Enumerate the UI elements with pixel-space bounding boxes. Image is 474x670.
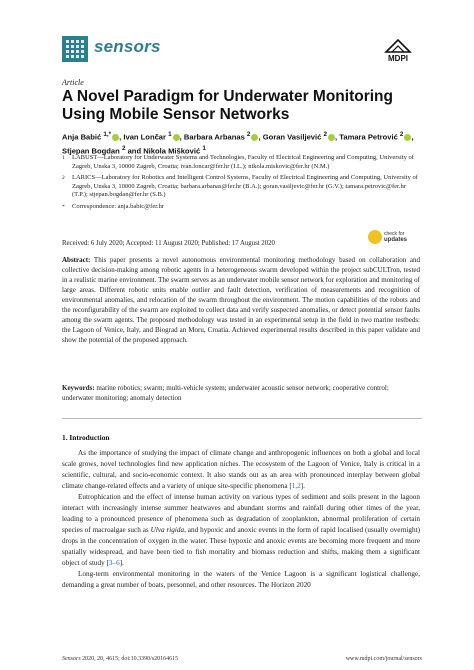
paper-title: A Novel Paradigm for Underwater Monitoring Using Mobile Sensor Networks: [62, 88, 393, 123]
author-sup: 1: [168, 131, 172, 138]
author-sup: 1,*: [103, 131, 112, 138]
author-list: [62, 129, 422, 157]
publication-dates: Received: 6 July 2020; Accepted: 11 August 2020; Published: 17 August 2020: [62, 240, 275, 247]
author-sup: 2: [399, 131, 404, 138]
author-sup: 2: [246, 131, 251, 138]
check-updates-text: check for updates: [384, 231, 408, 243]
section-divider: [62, 418, 422, 419]
mdpi-logo-icon: [380, 38, 416, 54]
affiliation-mark: *: [62, 203, 65, 210]
citation-link[interactable]: 3–6: [108, 559, 120, 567]
author[interactable]: Stjepan Bogdan: [62, 146, 120, 156]
paragraph: As the importance of studying the impact of climate change and anthropogenic influences on both a global and local scale grows, novel technologies find new application niches. The ecosystem of the Lagoon of Venice, Italy is critical in a scientific, cultural, and socio-economic context. It also stands out as an area with pronounced interplay between global climate change-related effects and a variety of unique site-specific phenomena [1,2].: [62, 449, 420, 490]
orcid-icon[interactable]: [328, 134, 335, 141]
footer-url[interactable]: www.mdpi.com/journal/sensors: [345, 656, 422, 662]
journal-name: sensors: [94, 37, 161, 56]
journal-logo-icon: [62, 36, 88, 62]
publisher-name: MDPI: [388, 54, 408, 63]
journal-header: [62, 36, 422, 68]
check-for-updates-badge[interactable]: [368, 228, 416, 248]
publisher-logo: [380, 38, 416, 66]
author[interactable]: Goran Vasiljević: [262, 132, 322, 142]
species-name: Ulva rigida: [150, 526, 185, 534]
affiliation-text: LARICS—Laboratory for Robotics and Intelligent Control Systems, Faculty of Electrical Engineering and Computing, University of Zagreb, Unska 3, 10000 Zagreb, Croatia; barbara.arbanas@fer.hr (B.A.); goran.vasiljevic@fer.hr (G.V.); tamara.petrovic@fer.hr (T.P.); stjepan.bogdan@fer.hr (S.B.): [72, 174, 418, 199]
orcid-icon[interactable]: [173, 134, 180, 141]
article-type: Article: [62, 78, 84, 87]
abstract: [62, 255, 420, 345]
author[interactable]: Tamara Petrović: [339, 132, 398, 142]
keywords: [62, 383, 420, 403]
author[interactable]: Barbara Arbanas: [183, 132, 245, 142]
affiliation-item: [62, 154, 422, 171]
author-sup: 2: [121, 145, 126, 153]
paragraph: Eutrophication and the effect of intense human activity on various types of sediment and soils present in the lagoon interact with increasingly intense summer heatwaves and abundant storms and rainfall during other times of the year, leading to a pronounced presence of phenomena such as degradation of zooplankton, abnormal proliferation of certain species of macroalgae such as Ulva rigida, and hypoxic and anoxic events in the form of rapid localised (usually overnight) drops in the concentration of oxygen in the water. These hypoxic and anoxic events are becoming more frequent and more spatially widespread, and have been tied to fish mortality and biomass reduction and shifts, making them a significant object of study [3–6].: [62, 493, 421, 567]
update-icon: [368, 230, 382, 244]
affiliation-text: LABUST—Laboratory for Underwater Systems and Technologies, Faculty of Electrical Engineering and Computing, University of Zagreb, Unska 3, 10000 Zagreb, Croatia; ivan.loncar@fer.hr (I.L.); nikola.miskovic@fer.hr (N.M.): [72, 154, 414, 170]
author[interactable]: Nikola Mišković: [143, 146, 201, 156]
author-sup: 2: [323, 131, 328, 138]
affiliations: [62, 154, 422, 215]
citation-link[interactable]: 1,2: [291, 482, 301, 490]
keywords-label: Keywords:: [62, 384, 95, 392]
affiliation-item: [62, 174, 422, 200]
affiliation-mark: 2: [62, 175, 65, 182]
author-line-1: Anja Babić $^{1,*}$ , Ivan Lončar $^1$ , Barbara Arbanas $^2$ , Goran Vasiljević $^2$ , Tamara Petrović $^2$ ,: [62, 131, 414, 142]
orcid-icon[interactable]: [404, 134, 411, 141]
correspondence-text: Correspondence: anja.babic@fer.hr: [72, 202, 165, 210]
footer-citation: Sensors 2020, 20, 4615; doi:10.3390/s20164615: [62, 656, 179, 662]
abstract-text: This paper presents a novel autonomous environmental monitoring methodology based on collaboration and collective decision-making among robotic agents in a heterogeneous swarm developed within the project subCULTron, tested in a realistic marine environment. The swarm serves as an underwater mobile sensor network for exploration and monitoring of large areas. Different robotic units enable outlier and fault detection, verification of measurements and recognition of environmental anomalies, and relocation of the swarm throughout the environment. The motion capabilities of the robots and the reconfigurability of the swarm are exploited to collect data and verify suspected anomalies, or detect potential sensor faults among the swarm agents. The proposed methodology was tested in an experimental setup in the field in two marine testbeds: the Lagoon of Venice, Italy, and Biograd an Moru, Croatia. Achieved experimental results described in this paper validate and show the potential of the proposed approach.: [62, 256, 420, 344]
abstract-label: Abstract:: [62, 256, 91, 264]
affiliation-mark: 1: [62, 155, 65, 161]
affiliation-item: [62, 203, 422, 212]
introduction-body: [62, 448, 420, 591]
author-sup: 1: [202, 145, 206, 153]
keywords-text: marine robotics; swarm; multi-vehicle system; underwater acoustic sensor network; cooperative control; underwater monitoring; anomaly detection: [62, 384, 389, 402]
paragraph: Long-term environmental monitoring in the waters of the Venice Lagoon is a significant logistical challenge, demanding a great number of boats, personnel, and other resources. The Horizon 2020: [62, 570, 420, 589]
orcid-icon[interactable]: [251, 134, 258, 141]
author[interactable]: Ivan Lončar: [123, 132, 166, 142]
page-footer: [62, 656, 422, 662]
section-heading: 1. Introduction: [62, 433, 110, 442]
orcid-icon[interactable]: [112, 134, 119, 141]
author[interactable]: Anja Babić: [62, 132, 102, 142]
author-line-2: Stjepan Bogdan $^2$ and Nikola Mišković $^1$: [62, 145, 206, 156]
